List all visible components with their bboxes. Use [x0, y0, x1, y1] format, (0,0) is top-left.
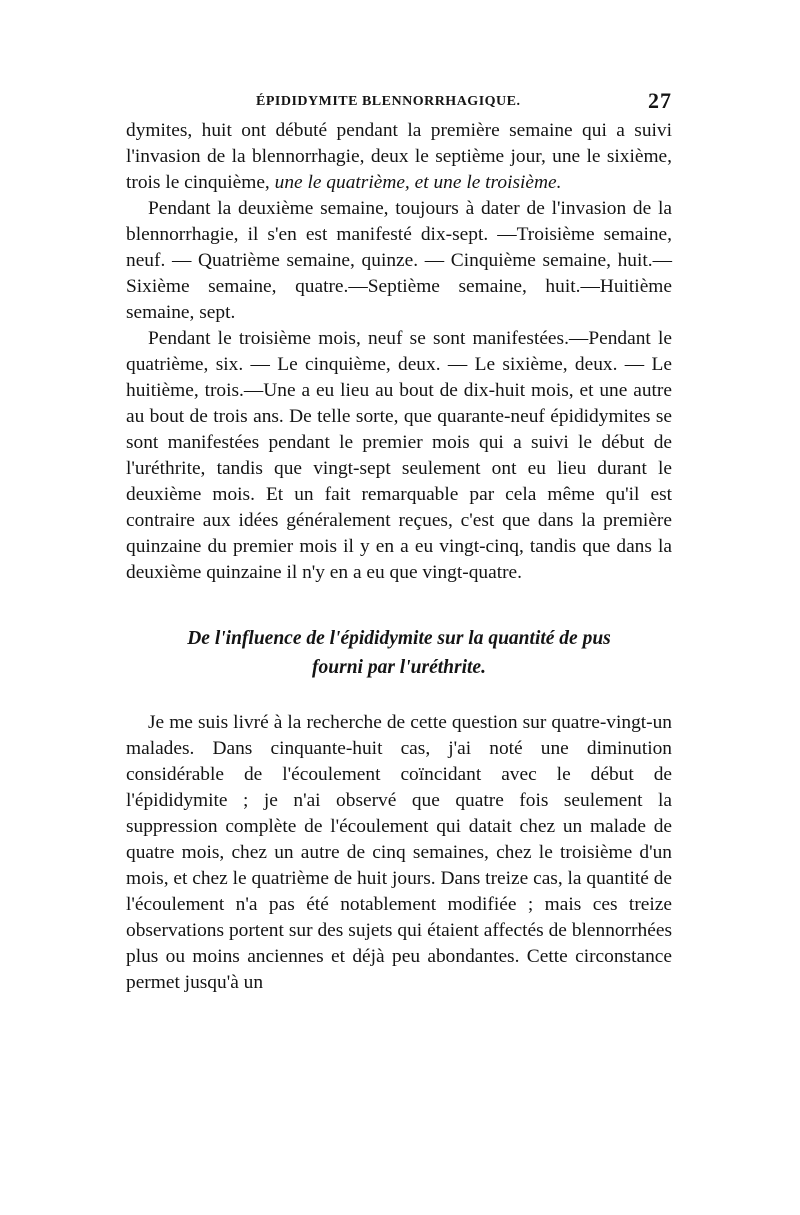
book-page	[126, 88, 672, 996]
section-heading-line: fourni par l'uréthrite.	[312, 657, 486, 678]
paragraph: Pendant la deuxième semaine, toujours à dater de l'invasion de la blennorrhagie, il s'en est manifesté dix-sept. —Troisième semaine, neuf. — Quatrième semaine, quinze. — Cinquième semaine, huit.— Sixième semaine, quatre.—Septième semaine, huit.—Huitième semaine, sept.	[126, 198, 672, 323]
paragraph: Pendant le troisième mois, neuf se sont manifestées.—Pendant le quatrième, six. — Le cinquième, deux. — Le sixième, deux. — Le huitième, trois.—Une a eu lieu au bout de dix-huit mois, et une autre au bout de trois ans. De telle sorte, que quarante-neuf épididymites se sont manifestées pendant le premier mois qui a suivi le début de l'uréthrite, tandis que vingt-sept seulement ont eu lieu durant le deuxième mois. Et un fait remarquable par cela même qu'il est contraire aux idées généralement reçues, c'est que dans la première quinzaine du premier mois il y en a eu vingt-cinq, tandis que dans la deuxième quinzaine il n'y en a eu que vingt-quatre.	[126, 328, 672, 583]
section-heading	[126, 624, 672, 682]
italic-phrase: une le quatrième, et une le troisième.	[274, 172, 562, 193]
page-header	[126, 88, 672, 118]
paragraph-continuation	[126, 118, 672, 196]
section-heading-line: De l'influence de l'épididymite sur la quantité de pus	[187, 628, 611, 649]
paragraph-text: dymites, huit ont débuté pendant la première semaine qui a suivi l'invasion de la blennorrhagie, deux le septième jour, une le sixième, trois le cinquième,	[126, 120, 672, 193]
paragraph: Je me suis livré à la recherche de cette question sur quatre-vingt-un malades. Dans cinquante-huit cas, j'ai noté une diminution considérable de l'écoulement coïncidant avec le début de l'épididymite ; je n'ai observé que quatre fois seulement la suppression complète de l'écoulement qui datait chez un malade de quatre mois, chez un autre de cinq semaines, chez le troisième d'un mois, et chez le quatrième de huit jours. Dans treize cas, la quantité de l'écoulement n'a pas été notablement modifiée ; mais ces treize observations portent sur des sujets qui étaient affectés de blennorrhées plus ou moins anciennes et déjà peu abondantes. Cette circonstance permet jusqu'à un	[126, 712, 672, 993]
running-title: ÉPIDIDYMITE BLENNORRHAGIQUE.	[256, 94, 521, 109]
body-text	[126, 118, 672, 996]
page-number: 27	[648, 88, 672, 113]
